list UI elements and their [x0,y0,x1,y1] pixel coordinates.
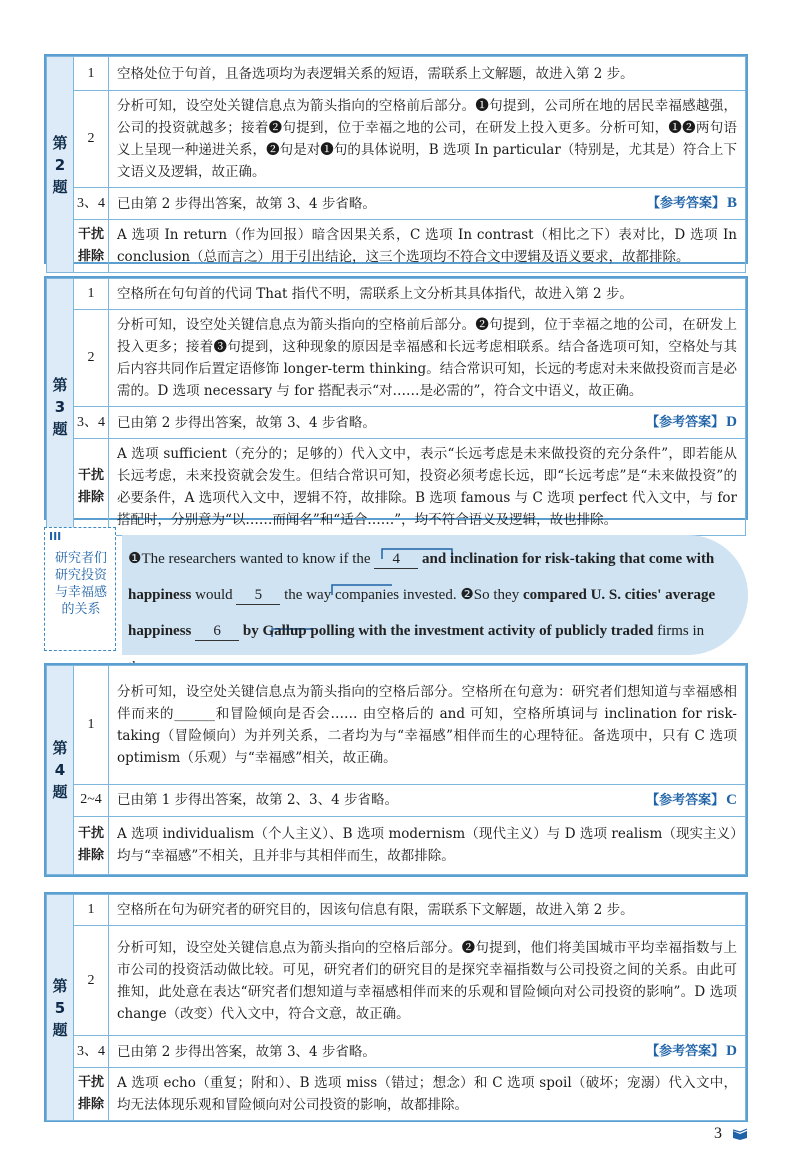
step-number: 3、4 [74,407,109,439]
interference-label: 干扰排除 [74,1068,109,1121]
step-content [109,188,746,220]
answer-badge: 【参考答案】 C [646,791,737,808]
step-content [109,1036,746,1068]
interference-label: 干扰排除 [74,816,109,874]
section-3-passage [44,527,750,651]
page-number: 3 [714,1125,722,1142]
interference-content: A 选项 individualism（个人主义）、B 选项 modernism（现代主义）与 D 选项 realism（现实主义）均与“幸福感”不相关，且并非与其相伴而生，故都排除。 [109,816,746,874]
answer-letter: D [726,1043,737,1059]
book-icon [732,1128,748,1140]
step-number: 1 [74,57,109,91]
answer-badge: 【参考答案】 B [646,195,737,211]
step-number: 2 [74,310,109,407]
step-content: 分析可知，设空处关键信息点为箭头指向的空格后部分。空格所在句意为：研究者们想知道与幸福感相伴而来的______和冒险倾向是否会…… 由空格后的 and 可知，空格所填词与 inclination for risk-taking（冒险倾向）为并列关系，二者均为与“幸福感”相伴而生的心理特征。备选项中，只有 C 选项 optimism（乐观）与“幸福感”相关，故正确。 [109,666,746,785]
step-number: 2 [74,926,109,1036]
step-number: 1 [74,895,109,926]
question-5-label: 第 5 题 [47,895,74,1121]
step-content [109,407,746,439]
question-2-block [44,54,748,264]
answer-letter: B [726,195,737,211]
sentence-number: ❶ [128,551,142,567]
step-number: 2~4 [74,784,109,816]
step-text: 已由第 2 步得出答案，故第 3、4 步省略。 [117,414,376,431]
section-3-tag [44,527,116,651]
answer-badge: 【参考答案】 D [646,1043,737,1059]
sentence-number: ❷ [460,587,474,603]
answer-letter: C [726,791,737,808]
question-3-label: 第 3 题 [47,279,74,536]
step-content: 空格所在句句首的代词 That 指代不明，需联系上文分析其具体指代，故进入第 2 步。 [109,279,746,310]
answer-letter: D [726,414,737,430]
interference-content: A 选项 echo（重复；附和）、B 选项 miss（错过；想念）和 C 选项 spoil（破坏；宠溺）代入文中，均无法体现乐观和冒险倾向对公司投资的影响，故都排除。 [109,1068,746,1121]
step-content [109,784,746,816]
blank-4[interactable]: 4 [374,550,418,569]
passage-text: ❶The researchers wanted to know if the 4 and inclination for risk-taking that come with happiness would 5 the way companies invested. ❷So they compared U. S. cities' average happiness 6 by Gallup polling with the investment activity of publicly traded firms in [128,551,716,639]
passage-box [122,535,748,655]
section-number: III [49,530,62,543]
interference-label: 干扰排除 [74,220,109,273]
question-3-block [44,276,748,528]
step-content: 空格所在句为研究者的研究目的，因该句信息有限，需联系下文解题，故进入第 2 步。 [109,895,746,926]
question-5-block [44,892,748,1122]
interference-label: 干扰排除 [74,439,109,536]
step-text: 已由第 2 步得出答案，故第 3、4 步省略。 [117,195,376,212]
step-number: 3、4 [74,188,109,220]
interference-content: A 选项 sufficient（充分的；足够的）代入文中，表示“长远考虑是未来做投资的充分条件”，即若能从长远考虑，未来投资就会发生。但结合常识可知，投资必须考虑长远，即“长远考虑”是“未来做投资”的必要条件，A 选项代入文中，逻辑不符，故排除。B 选项 famous 与 C 选项 perfect 代入文中，与 for 搭配时，分别意为“以……而闻名”和“适合……”，均不符合语义及逻辑，故也排除。 [109,439,746,536]
step-text: 已由第 1 步得出答案，故第 2、3、4 步省略。 [117,792,399,809]
step-content: 分析可知，设空处关键信息点为箭头指向的空格前后部分。❷句提到，位于幸福之地的公司，在研发上投入更多；接着❸句提到，这种现象的原因是幸福感和长远考虑相联系。结合备选项可知，空格处与其后内容共同作后置定语修饰 longer-term thinking。结合常识可知，长远的考虑对未来做投资而言是必需的。D 选项 necessary 与 for 搭配表示“对……是必需的”，符合文中语义，故正确。 [109,310,746,407]
answer-badge: 【参考答案】 D [646,414,737,430]
interference-content: A 选项 In return（作为回报）暗含因果关系，C 选项 In contrast（相比之下）表对比，D 选项 In conclusion（总而言之）用于引出结论，这三个选项均不符合文中逻辑及语义要求，故都排除。 [109,220,746,273]
step-content: 分析可知，设空处关键信息点为箭头指向的空格前后部分。❶句提到，公司所在地的居民幸福感越强，公司的投资就越多；接着❷句提到，位于幸福之地的公司，在研发上投入更多。分析可知，❶❷两句语义上呈现一种递进关系，❷句是对❶句的具体说明，B 选项 In particular（特别是，尤其是）符合上下文语义及逻辑，故正确。 [109,91,746,188]
section-title: 研究者们研究投资与幸福感的关系 [54,551,107,617]
step-number: 1 [74,279,109,310]
step-text: 已由第 2 步得出答案，故第 3、4 步省略。 [117,1043,376,1060]
blank-5[interactable]: 5 [236,586,280,605]
step-number: 1 [74,666,109,785]
question-4-block [44,663,748,877]
step-number: 2 [74,91,109,188]
question-4-label: 第 4 题 [47,666,74,875]
blank-6[interactable]: 6 [195,622,239,641]
step-content: 空格处位于句首，且备选项均为表逻辑关系的短语，需联系上文解题，故进入第 2 步。 [109,57,746,91]
question-2-label: 第 2 题 [47,57,74,273]
step-number: 3、4 [74,1036,109,1068]
step-content: 分析可知，设空处关键信息点为箭头指向的空格后部分。❷句提到，他们将美国城市平均幸福指数与上市公司的投资活动做比较。可见，研究者们的研究目的是探究幸福指数与公司投资之间的关系。由此可推知，此处意在表达“研究者们想知道与幸福感相伴而来的乐观和冒险倾向对公司投资的影响”。D 选项 change（改变）代入文中，符合文意，故正确。 [109,926,746,1036]
